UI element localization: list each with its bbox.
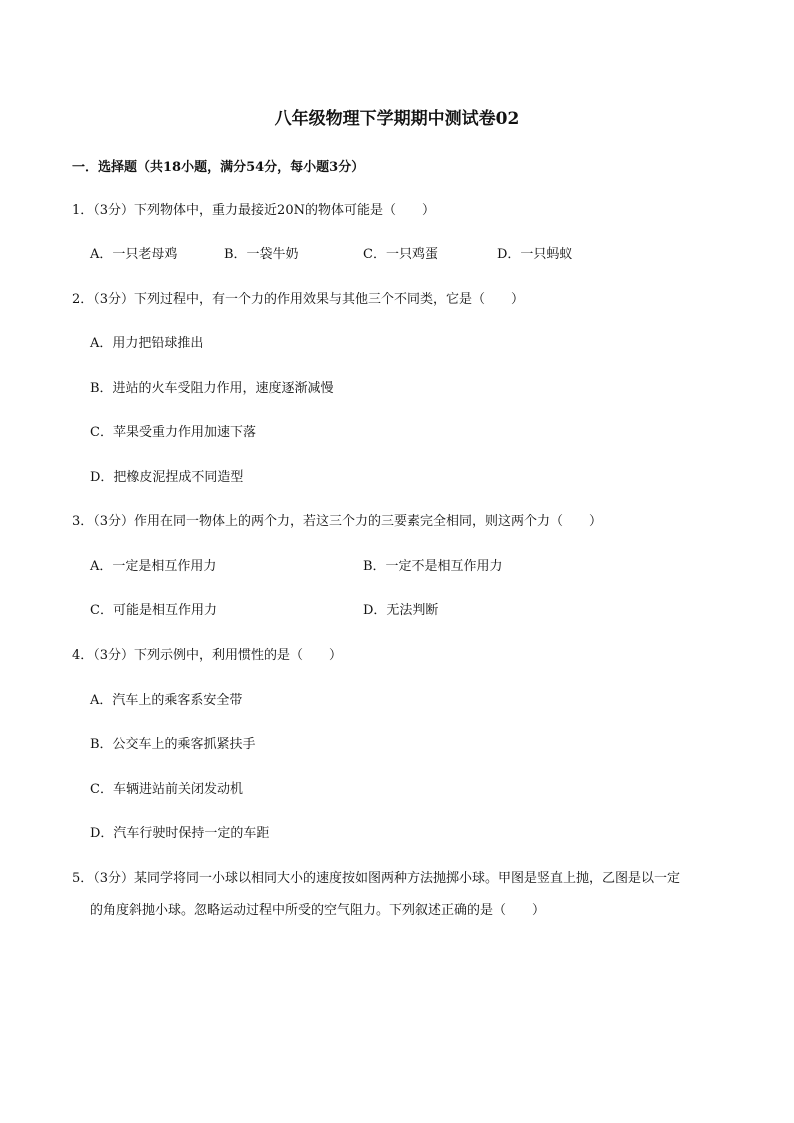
question-5-stem: 5．（3分）某同学将同一小球以相同大小的速度按如图两种方法抛掷小球。甲图是竖直上抛，乙图是以一定 [72, 871, 681, 886]
question-3-option-d[interactable]: D．无法判断 [363, 603, 439, 618]
question-4-option-c[interactable]: C．车辆进站前关闭发动机 [90, 782, 243, 797]
question-3-option-b[interactable]: B．一定不是相互作用力 [363, 559, 503, 574]
question-1-option-d[interactable]: D．一只蚂蚁 [497, 247, 573, 262]
question-1-stem: 1．（3分）下列物体中，重力最接近20N的物体可能是（ ） [72, 203, 435, 218]
question-4-option-b[interactable]: B．公交车上的乘客抓紧扶手 [90, 737, 256, 752]
question-3-option-a[interactable]: A．一定是相互作用力 [90, 559, 217, 574]
question-1-option-b[interactable]: B．一袋牛奶 [224, 247, 299, 262]
question-2-option-a[interactable]: A．用力把铅球推出 [90, 336, 204, 351]
question-2-option-d[interactable]: D．把橡皮泥捏成不同造型 [90, 470, 244, 485]
page-title: 八年级物理下学期期中测试卷02 [274, 109, 520, 129]
question-4-option-d[interactable]: D．汽车行驶时保持一定的车距 [90, 826, 270, 841]
question-4-option-a[interactable]: A．汽车上的乘客系安全带 [90, 693, 243, 708]
question-5-stem-continued: 的角度斜抛小球。忽略运动过程中所受的空气阻力。下列叙述正确的是（ ） [90, 903, 546, 918]
question-2-stem: 2．（3分）下列过程中，有一个力的作用效果与其他三个不同类，它是（ ） [72, 292, 525, 307]
section-heading: 一．选择题（共18小题，满分54分，每小题3分） [72, 160, 365, 175]
question-1-option-a[interactable]: A．一只老母鸡 [90, 247, 178, 262]
question-1-option-c[interactable]: C．一只鸡蛋 [363, 247, 438, 262]
question-4-stem: 4．（3分）下列示例中，利用惯性的是（ ） [72, 648, 343, 663]
question-3-option-c[interactable]: C．可能是相互作用力 [90, 603, 217, 618]
question-3-stem: 3．（3分）作用在同一物体上的两个力，若这三个力的三要素完全相同，则这两个力（ ） [72, 514, 603, 529]
question-2-option-c[interactable]: C．苹果受重力作用加速下落 [90, 425, 256, 440]
question-2-option-b[interactable]: B．进站的火车受阻力作用，速度逐渐减慢 [90, 381, 334, 396]
